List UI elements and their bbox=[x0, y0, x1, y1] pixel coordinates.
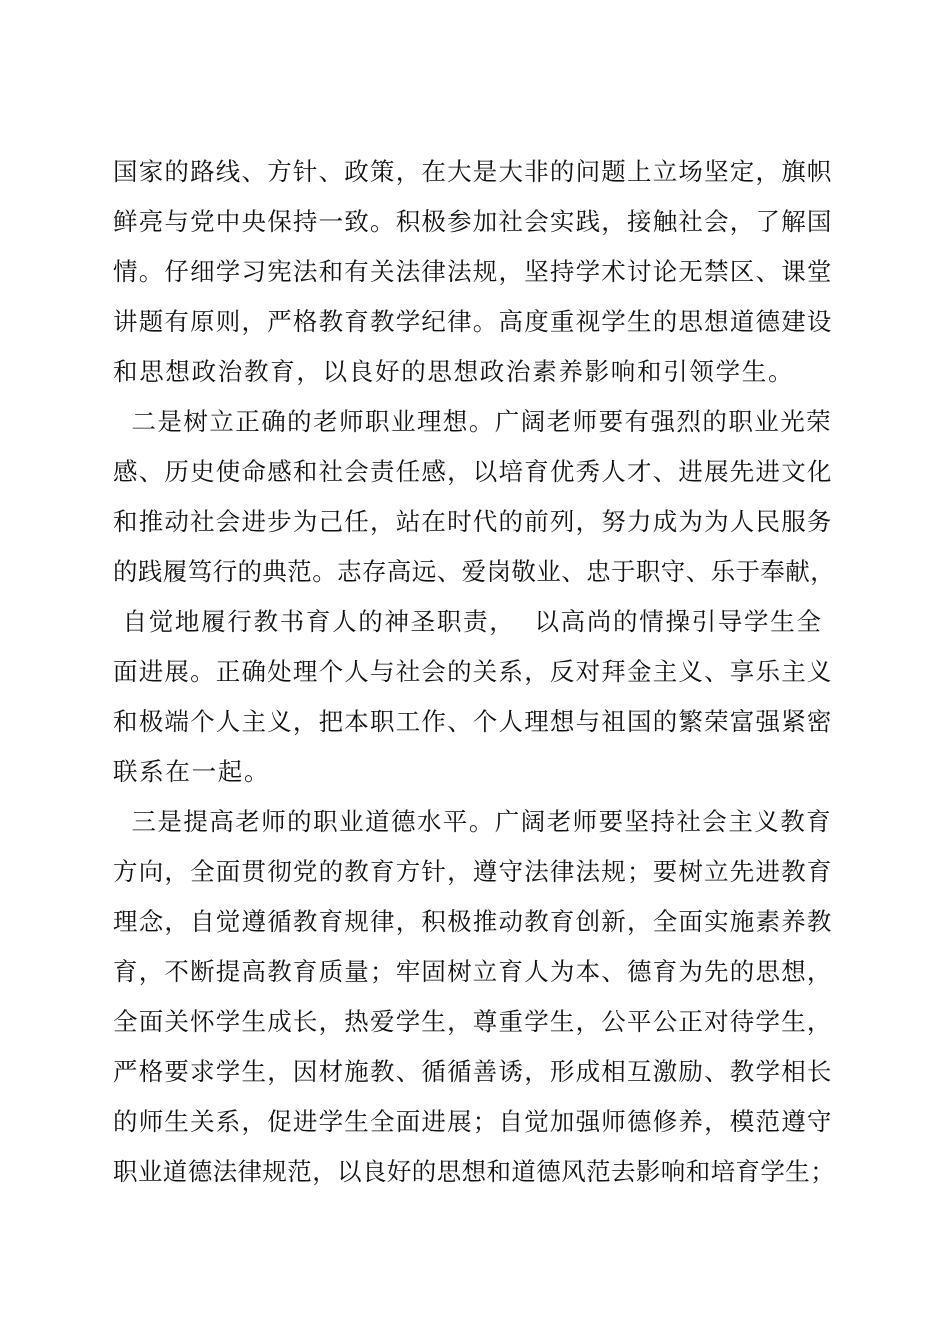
text-line: 和推动社会进步为己任，站在时代的前列，努力成为为人民服务 bbox=[113, 507, 833, 536]
text-line: 情。仔细学习宪法和有关法律法规，坚持学术讨论无禁区、课堂 bbox=[113, 257, 833, 286]
text-line: 和极端个人主义，把本职工作、个人理想与祖国的繁荣富强紧密 bbox=[113, 707, 833, 736]
text-line: 自觉地履行教书育人的神圣职责， 以高尚的情操引导学生全 bbox=[113, 607, 823, 636]
text-line: 的践履笃行的典范。志存高远、爱岗敬业、忠于职守、乐于奉献， bbox=[113, 557, 836, 586]
text-line: 职业道德法律规范，以良好的思想和道德风范去影响和培育学生； bbox=[113, 1157, 836, 1186]
text-line: 面进展。正确处理个人与社会的关系，反对拜金主义、享乐主义 bbox=[113, 657, 833, 686]
text-line: 和思想政治教育，以良好的思想政治素养影响和引领学生。 bbox=[113, 357, 795, 386]
text-line: 全面关怀学生成长，热爱学生，尊重学生，公平公正对待学生， bbox=[113, 1007, 833, 1036]
text-line: 感、历史使命感和社会责任感，以培育优秀人才、进展先进文化 bbox=[113, 457, 833, 486]
text-line: 鲜亮与党中央保持一致。积极参加社会实践，接触社会，了解国 bbox=[113, 207, 833, 236]
text-line: 讲题有原则，严格教育教学纪律。高度重视学生的思想道德建设 bbox=[113, 307, 833, 336]
text-line: 严格要求学生，因材施教、循循善诱，形成相互激励、教学相长 bbox=[113, 1057, 833, 1086]
text-line: 的师生关系，促进学生全面进展；自觉加强师德修养，模范遵守 bbox=[113, 1107, 833, 1136]
text-line: 联系在一起。 bbox=[113, 757, 271, 786]
paragraph-start-line: 二是树立正确的老师职业理想。广阔老师要有强烈的职业光荣 bbox=[113, 407, 833, 436]
text-line: 育，不断提高教育质量；牢固树立育人为本、德育为先的思想， bbox=[113, 957, 833, 986]
text-line: 理念，自觉遵循教育规律，积极推动教育创新，全面实施素养教 bbox=[113, 907, 833, 936]
text-line: 国家的路线、方针、政策，在大是大非的问题上立场坚定，旗帜 bbox=[113, 157, 833, 186]
text-line: 方向，全面贯彻党的教育方针，遵守法律法规；要树立先进教育 bbox=[113, 857, 833, 886]
paragraph-start-line: 三是提高老师的职业道德水平。广阔老师要坚持社会主义教育 bbox=[113, 807, 833, 836]
